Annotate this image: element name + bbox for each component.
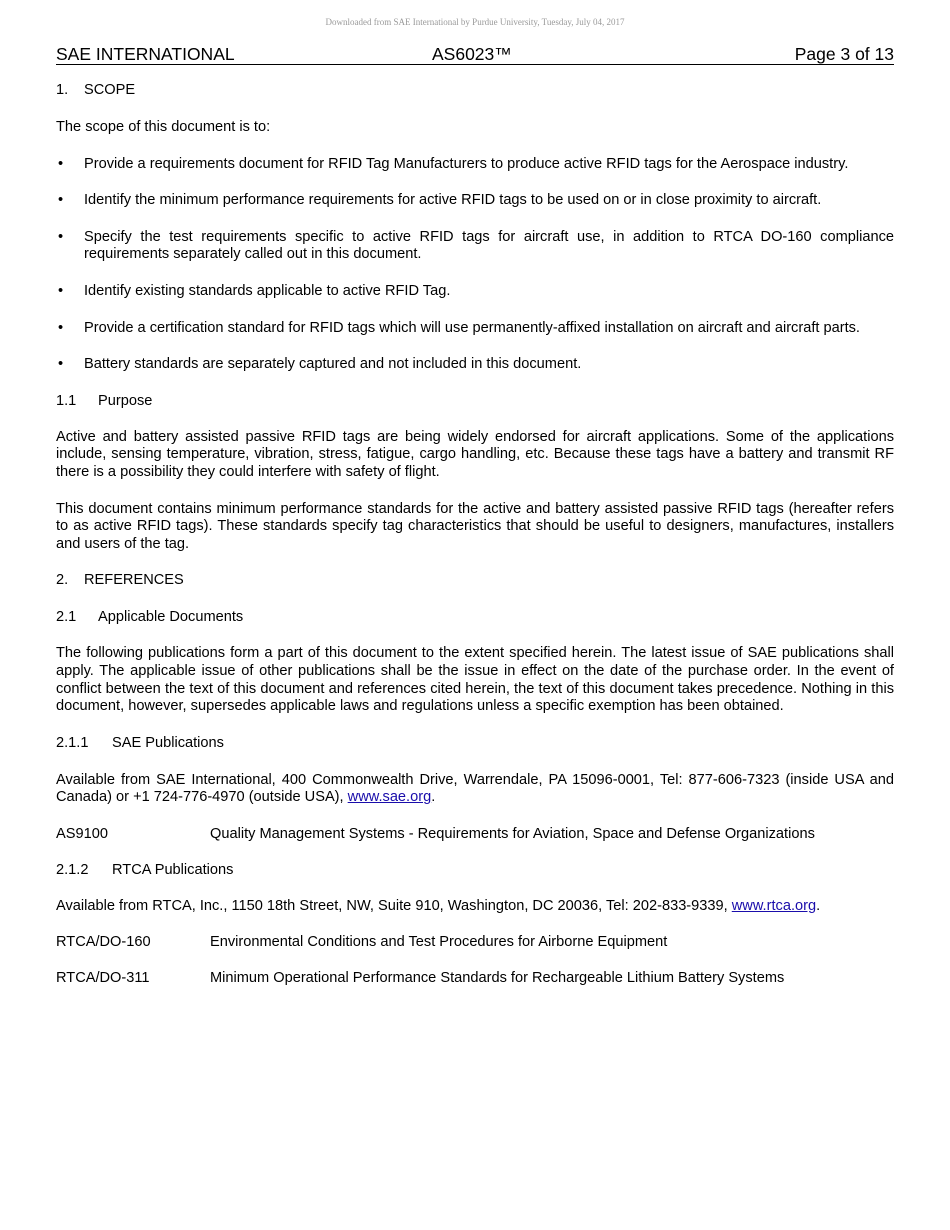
purpose-paragraph-1: Active and battery assisted passive RFID tags are being widely endorsed for aircraft applications. Some of the applications include, sensing temperature, vibration, stress, fatigue, cargo handling, etc. Because these tags have a battery and transmit RF there is a possibility they could interfere with safety of flight.: [56, 428, 894, 480]
page-header: [56, 44, 894, 65]
purpose-paragraph-2: This document contains minimum performance standards for the active and battery assisted passive RFID tags (hereafter refers to as active RFID tags). These standards specify tag characteristics that should be useful to designers, manufactures, installers and users of the tag.: [56, 500, 894, 552]
section-number: 2.: [56, 572, 69, 589]
scope-bullet: [56, 229, 894, 264]
sentence-period: .: [431, 789, 436, 806]
reference-title: Environmental Conditions and Test Procedures for Airborne Equipment: [210, 934, 668, 951]
rtca-availability-text: Available from RTCA, Inc., 1150 18th Street, NW, Suite 910, Washington, DC 20036, Tel: 202-833-9339,: [56, 897, 732, 914]
bullet-dot-icon: •: [58, 228, 64, 245]
bullet-dot-icon: •: [58, 356, 64, 373]
section-title: RTCA Publications: [112, 861, 234, 878]
bullet-dot-icon: •: [58, 155, 64, 172]
section-heading-rtca-publications: [56, 862, 894, 880]
bullet-dot-icon: •: [58, 319, 64, 336]
rtca-website-link[interactable]: www.rtca.org: [731, 897, 817, 914]
sentence-period: .: [816, 897, 821, 914]
scope-intro: The scope of this document is to:: [56, 119, 271, 135]
bullet-text: Battery standards are separately captured and not included in this document.: [84, 356, 582, 373]
download-watermark: Downloaded from SAE International by Purdue University, Tuesday, July 04, 2017: [325, 17, 625, 27]
scope-bullet: [56, 356, 894, 374]
header-page-number: Page 3 of 13: [794, 44, 894, 64]
reference-row-do160: [56, 934, 894, 952]
sae-availability-text: Available from SAE International, 400 Commonwealth Drive, Warrendale, PA 15096-0001, Tel: 877-606-7323 (inside USA and Canada) or +1 724-776-4970 (outside USA),: [56, 771, 894, 806]
bullet-dot-icon: •: [58, 282, 64, 299]
section-heading-references: [56, 572, 894, 590]
section-number: 1.1: [56, 392, 77, 409]
bullet-text: Provide a certification standard for RFID tags which will use permanently-affixed installation on aircraft and aircraft parts.: [84, 319, 860, 336]
section-title: SCOPE: [84, 82, 136, 98]
reference-code: RTCA/DO-160: [56, 934, 151, 951]
reference-code: RTCA/DO-311: [56, 970, 150, 987]
reference-title: Minimum Operational Performance Standards for Rechargeable Lithium Battery Systems: [210, 970, 785, 987]
rtca-availability-paragraph: [56, 898, 894, 916]
section-title: REFERENCES: [84, 572, 184, 589]
section-title: Applicable Documents: [98, 609, 244, 626]
sae-website-link[interactable]: www.sae.org: [347, 789, 432, 806]
section-heading-sae-publications: [56, 735, 894, 753]
reference-row-as9100: [56, 826, 894, 844]
section-title: SAE Publications: [112, 734, 224, 751]
reference-row-do311: [56, 970, 894, 988]
document-body: [56, 82, 894, 988]
header-organization: SAE INTERNATIONAL: [56, 44, 235, 64]
scope-bullet: [56, 320, 894, 338]
applicable-documents-paragraph: The following publications form a part of this document to the extent specified herein. The latest issue of SAE publications shall apply. The applicable issue of other publications shall be the issue in effect on the date of the purchase order. In the event of conflict between the text of this document and references cited herein, the text of this document takes precedence. Nothing in this document, however, supersedes applicable laws and regulations unless a specific exemption has been obtained.: [56, 645, 894, 715]
sae-availability-paragraph: [56, 772, 894, 807]
section-heading-scope: [56, 82, 894, 100]
section-number: 2.1.1: [56, 734, 89, 751]
bullet-text: Specify the test requirements specific to active RFID tags for aircraft use, in addition to RTCA DO-160 compliance requirements separately called out in this document.: [84, 228, 894, 263]
section-number: 2.1: [56, 609, 77, 626]
reference-title: Quality Management Systems - Requirements for Aviation, Space and Defense Organizations: [210, 825, 815, 842]
section-title: Purpose: [98, 392, 153, 409]
reference-code: AS9100: [56, 825, 108, 842]
bullet-dot-icon: •: [58, 192, 64, 209]
section-heading-purpose: [56, 393, 894, 411]
scope-bullet: [56, 156, 894, 174]
header-document-number: AS6023™: [432, 44, 512, 64]
scope-bullet: [56, 192, 894, 210]
bullet-text: Provide a requirements document for RFID Tag Manufacturers to produce active RFID tags for the Aerospace industry.: [84, 155, 849, 172]
bullet-text: Identify the minimum performance requirements for active RFID tags to be used on or in close proximity to aircraft.: [84, 192, 822, 209]
bullet-text: Identify existing standards applicable to active RFID Tag.: [84, 282, 451, 299]
section-heading-applicable-documents: [56, 609, 894, 627]
section-number: 1.: [56, 82, 69, 98]
scope-bullet: [56, 283, 894, 301]
section-number: 2.1.2: [56, 861, 89, 878]
